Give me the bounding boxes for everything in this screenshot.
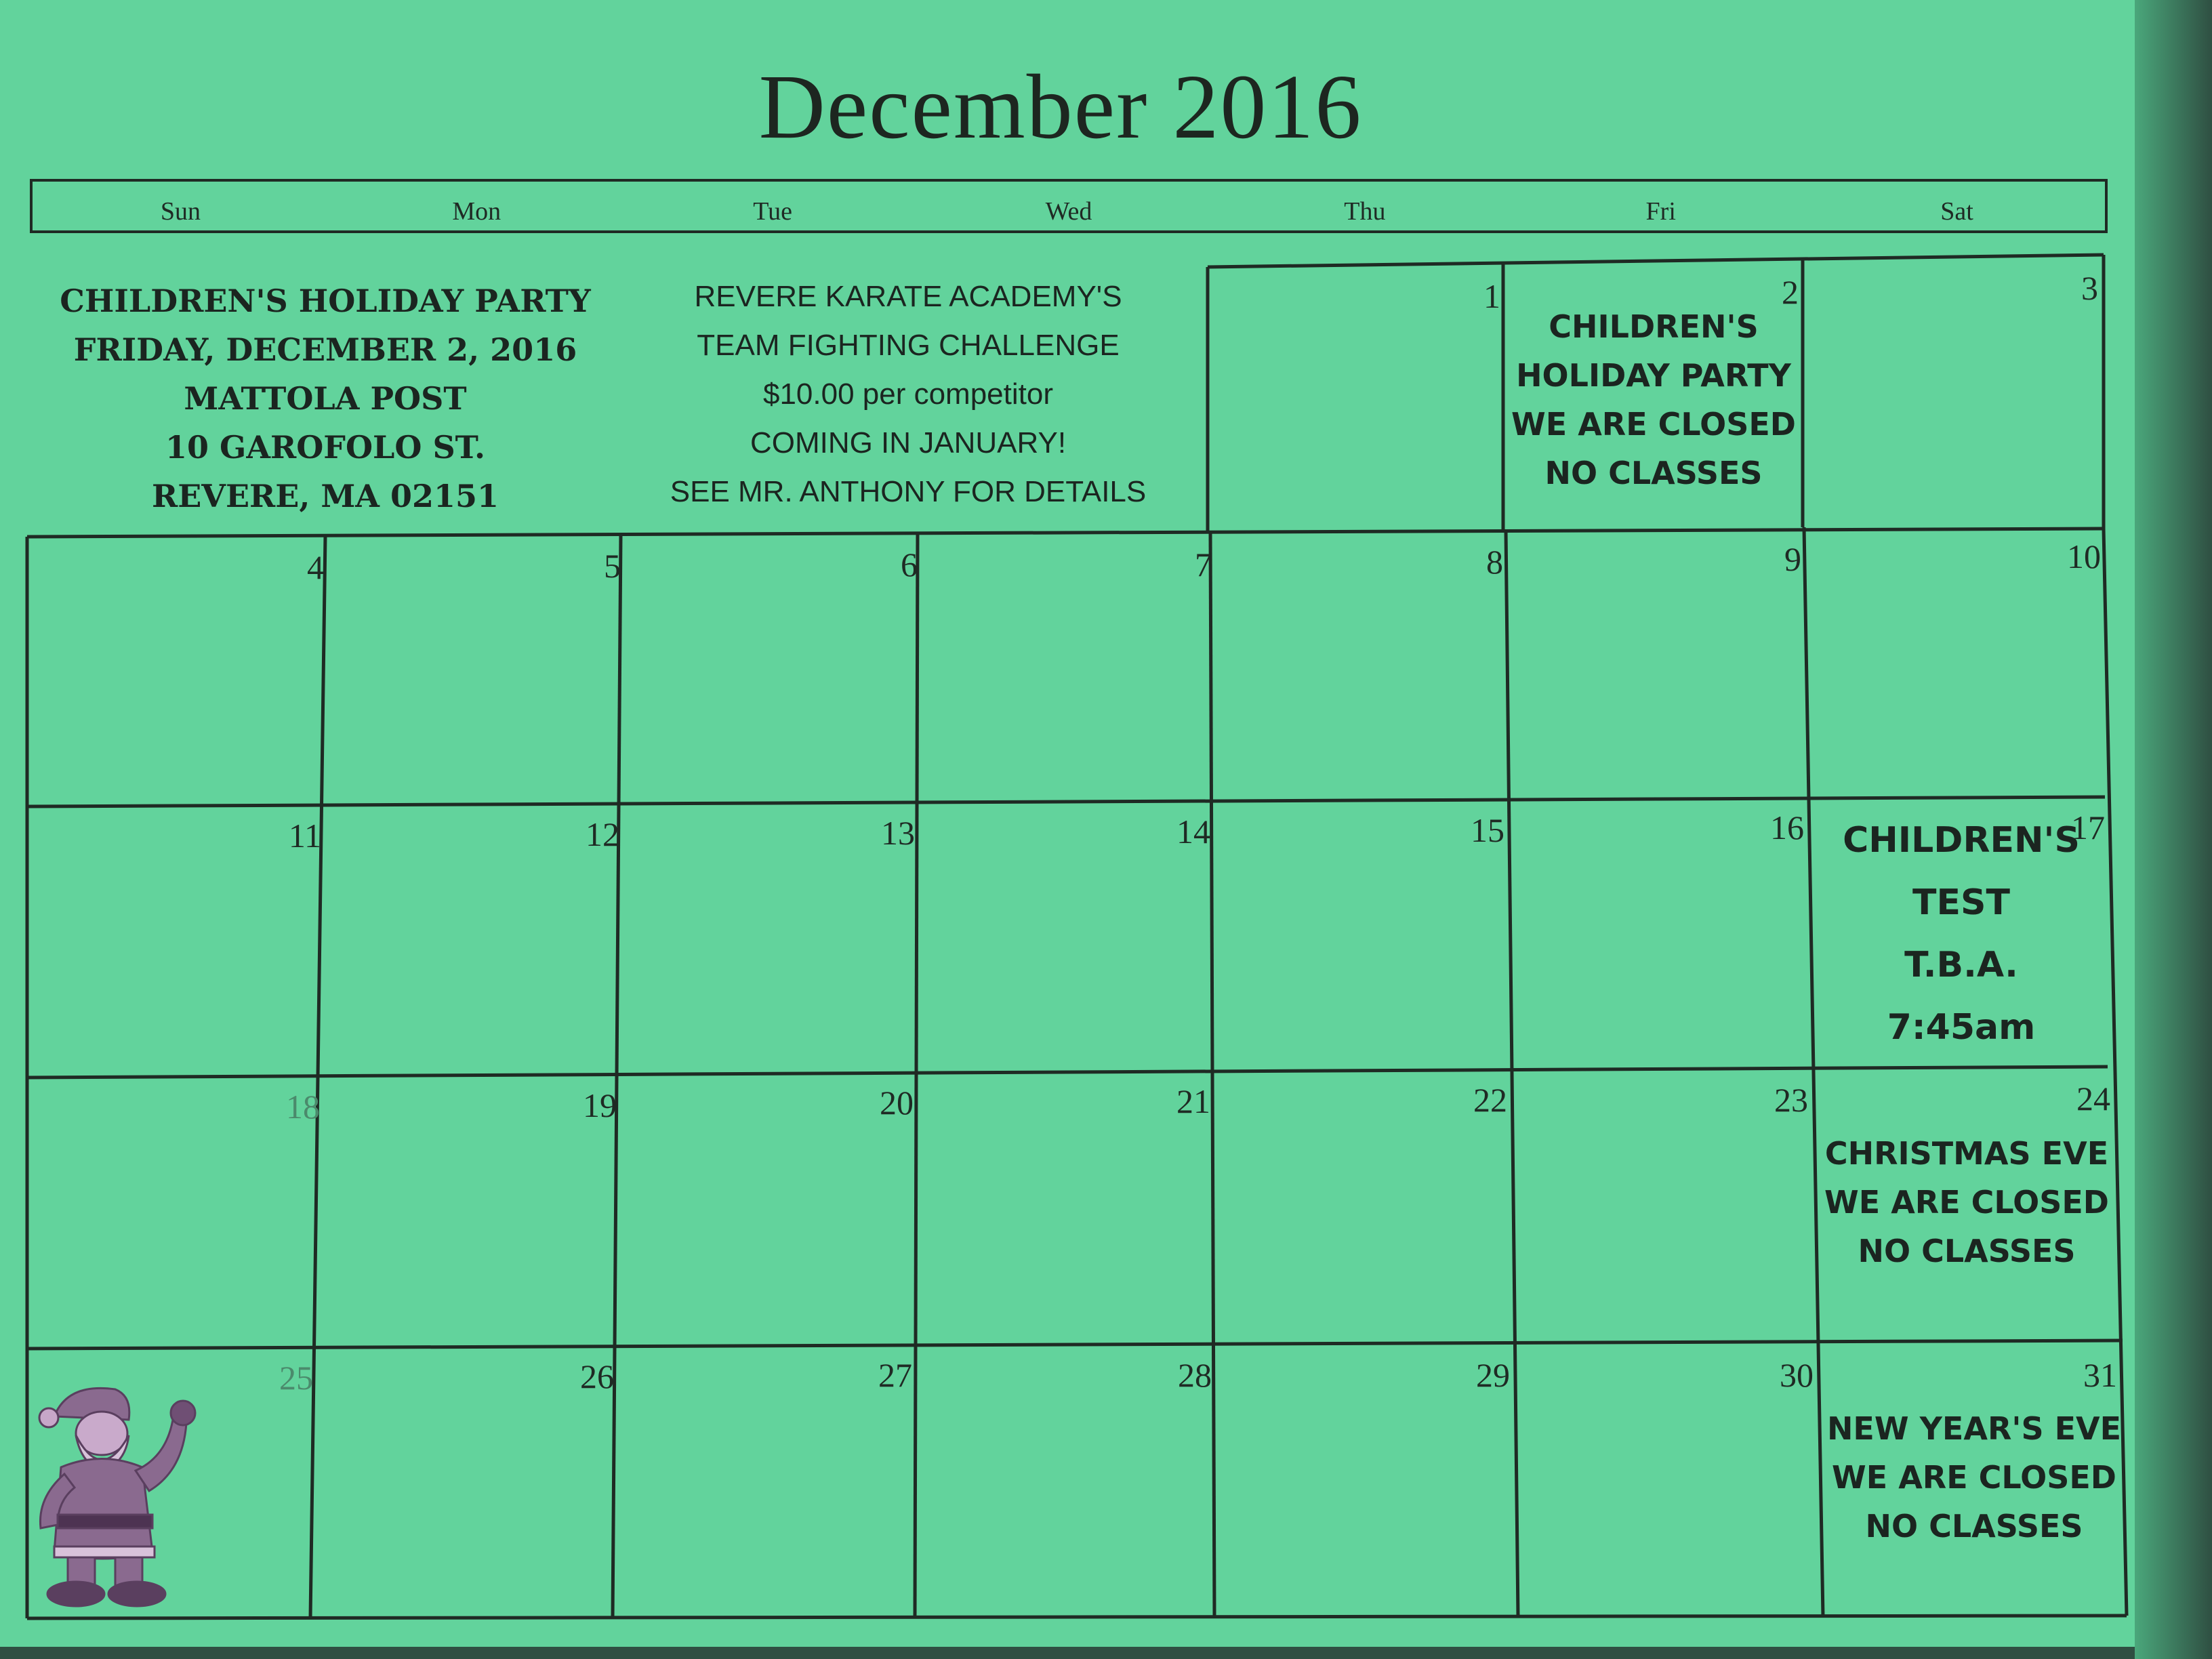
day-15: 15 — [1471, 811, 1504, 849]
event-line: CHILDREN'S — [1843, 820, 2080, 861]
day-26: 26 — [580, 1357, 614, 1395]
event-line: CHILDREN'S — [1549, 308, 1759, 345]
weekday-sun: Sun — [160, 197, 201, 226]
event-line: WE ARE CLOSED — [1824, 1184, 2109, 1221]
karate-note-line: SEE MR. ANTHONY FOR DETAILS — [670, 475, 1147, 508]
day-8: 8 — [1486, 543, 1503, 581]
day-7: 7 — [1195, 546, 1212, 583]
day-23: 23 — [1774, 1081, 1808, 1119]
day-9: 9 — [1784, 540, 1801, 578]
party-note-line: REVERE, MA 02151 — [151, 478, 499, 514]
event-line: WE ARE CLOSED — [1511, 406, 1796, 443]
party-note-line: CHILDREN'S HOLIDAY PARTY — [60, 283, 591, 319]
event-line: TEST — [1912, 882, 2010, 923]
event-line: NO CLASSES — [1865, 1508, 2083, 1544]
karate-note-line: REVERE KARATE ACADEMY'S — [694, 280, 1122, 313]
day-27: 27 — [878, 1356, 912, 1394]
day-1: 1 — [1483, 277, 1500, 315]
event-line: T.B.A. — [1904, 945, 2018, 985]
karate-note-line: COMING IN JANUARY! — [750, 426, 1067, 459]
day-24: 24 — [2076, 1080, 2110, 1118]
karate-note-line: TEAM FIGHTING CHALLENGE — [697, 329, 1120, 362]
event-holiday-party — [1506, 302, 1801, 497]
day-4: 4 — [307, 548, 324, 586]
day-6: 6 — [901, 546, 918, 583]
day-13: 13 — [881, 814, 915, 852]
day-5: 5 — [604, 547, 621, 585]
santa-claus-icon — [14, 1355, 197, 1613]
event-line: CHRISTMAS EVE — [1824, 1135, 2109, 1172]
day-3: 3 — [2081, 269, 2098, 307]
day-14: 14 — [1176, 813, 1210, 851]
event-new-years-eve — [1822, 1404, 2127, 1551]
party-note-line: 10 GAROFOLO ST. — [165, 429, 485, 466]
day-30: 30 — [1780, 1356, 1814, 1394]
day-2: 2 — [1782, 273, 1799, 311]
day-31: 31 — [2083, 1356, 2117, 1394]
weekday-sat: Sat — [1940, 197, 1973, 226]
day-28: 28 — [1178, 1356, 1212, 1394]
weekday-wed: Wed — [1045, 197, 1092, 226]
table-background — [2135, 0, 2212, 1659]
day-17: 17 — [2071, 808, 2105, 846]
event-line: HOLIDAY PARTY — [1516, 357, 1791, 394]
event-line: NO CLASSES — [1544, 455, 1763, 491]
month-title: December 2016 — [758, 56, 1363, 158]
party-note-line: MATTOLA POST — [184, 380, 467, 417]
party-note-line: FRIDAY, DECEMBER 2, 2016 — [73, 331, 577, 368]
event-line: NO CLASSES — [1858, 1233, 2076, 1269]
weekday-mon: Mon — [452, 197, 501, 226]
event-line: WE ARE CLOSED — [1832, 1459, 2116, 1496]
day-12: 12 — [586, 815, 619, 853]
day-25: 25 — [279, 1359, 313, 1397]
day-19: 19 — [583, 1086, 617, 1124]
weekday-fri: Fri — [1645, 197, 1676, 226]
day-21: 21 — [1176, 1082, 1210, 1120]
weekday-tue: Tue — [753, 197, 793, 226]
day-18: 18 — [286, 1088, 320, 1126]
day-10: 10 — [2067, 537, 2101, 575]
event-christmas-eve — [1811, 1129, 2123, 1275]
day-20: 20 — [880, 1084, 914, 1122]
event-line: NEW YEAR'S EVE — [1826, 1410, 2122, 1447]
event-childrens-test — [1805, 809, 2117, 1059]
day-29: 29 — [1476, 1356, 1510, 1394]
event-line: 7:45am — [1887, 1007, 2036, 1048]
day-11: 11 — [288, 817, 321, 855]
day-16: 16 — [1770, 808, 1804, 846]
weekday-thu: Thu — [1344, 197, 1386, 226]
day-22: 22 — [1473, 1081, 1507, 1119]
karate-note-line: $10.00 per competitor — [762, 377, 1054, 411]
